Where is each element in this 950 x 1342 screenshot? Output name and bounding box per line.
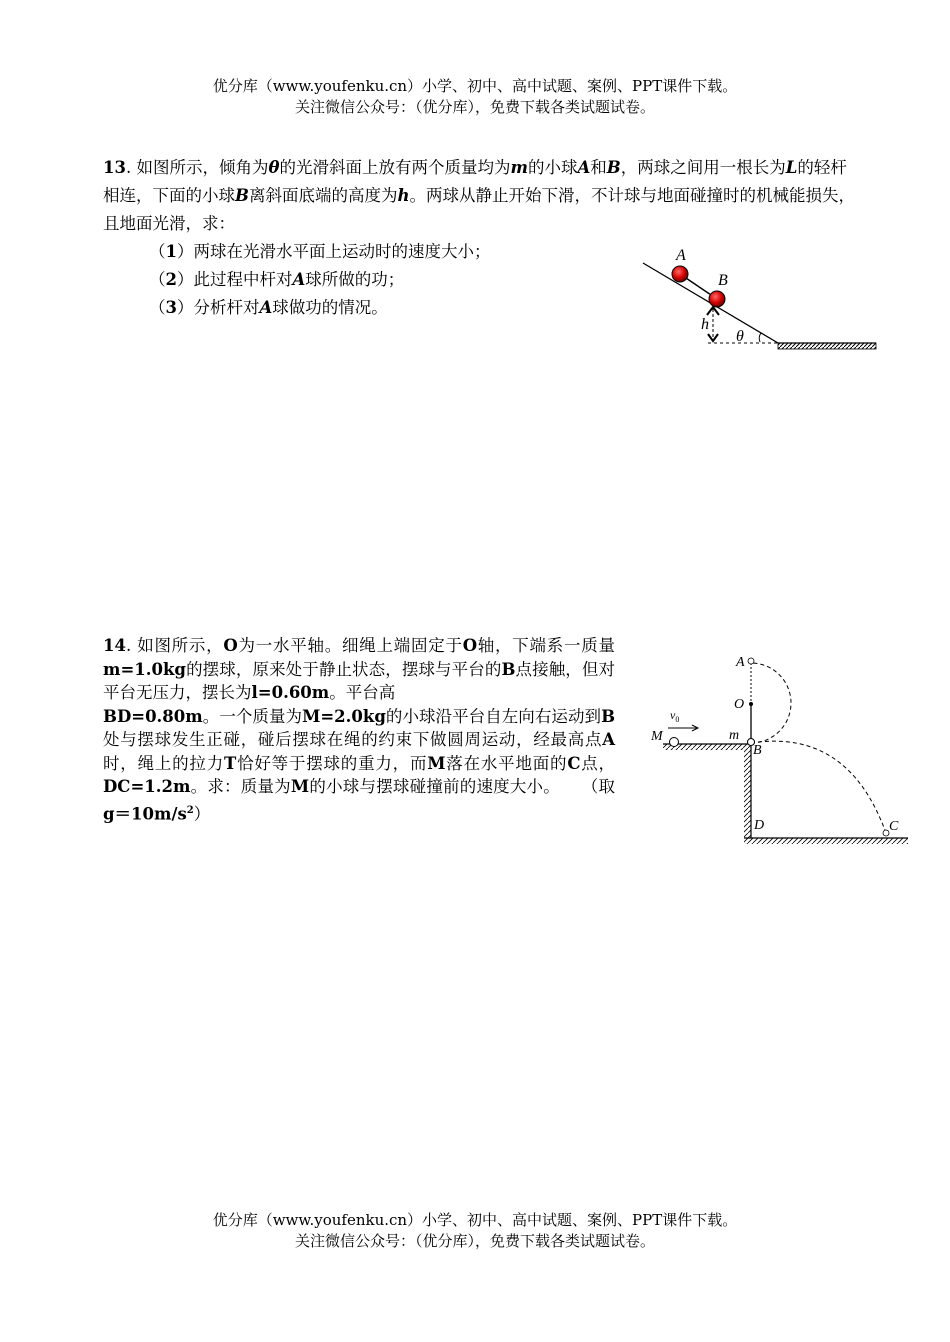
q13-text: 离斜面底端的高度为 (248, 186, 398, 205)
sub-text: ）此过程中杆对 (176, 270, 293, 289)
q13-text: 的小球 (527, 158, 578, 177)
wall-hatch (744, 750, 751, 838)
question-13-number: 13 (103, 158, 126, 177)
question-14 (103, 634, 615, 826)
question-13-stem (103, 154, 855, 238)
label-O: O (734, 697, 745, 712)
q14-bd-value: BD=0.80m (103, 706, 203, 726)
q14-text: 处与摆球发生正碰，碰后摆球在绳的约束下做圆周运动，经最高点 (103, 730, 603, 749)
q13-A: A (259, 298, 273, 317)
circular-path (751, 663, 791, 743)
paren: （ (149, 270, 166, 289)
q14-text: 点， (580, 753, 616, 773)
q14-m-value: m=1.0kg (103, 659, 186, 679)
q14-text: 。一个质量为 (202, 706, 303, 726)
q14-B: B (501, 659, 516, 679)
q14-M: M (427, 753, 446, 773)
label-v: v (670, 708, 676, 722)
q14-text: 。平台高 (329, 683, 396, 702)
q13-B: B (235, 186, 249, 205)
footer-line-2: 关注微信公众号：（优分库），免费下载各类试题试卷。 (294, 1232, 655, 1250)
ground-hatch (778, 343, 876, 349)
subquestion-1 (149, 238, 569, 266)
q14-text: 的小球与摆球碰撞前的速度大小。 (309, 777, 560, 796)
q14-O: O (462, 636, 478, 655)
q14-text: 时，绳上的拉力 (103, 753, 225, 773)
q13-text: ，两球之间用一根长为 (620, 158, 786, 177)
page-footer (0, 1210, 950, 1252)
label-v0 (670, 708, 679, 724)
label-B: B (753, 743, 762, 758)
q13-B: B (606, 158, 621, 177)
ball-B (709, 291, 725, 307)
question-13-subquestions (149, 238, 569, 322)
footer-line-1: 优分库（www.youfenku.cn）小学、初中、高中试题、案例、PPT课件下载。 (212, 1211, 738, 1229)
label-M: M (651, 729, 663, 744)
paren: （ (149, 242, 166, 261)
q14-B: B (601, 706, 616, 726)
sub-text: 球所做的功； (305, 270, 405, 289)
subquestion-3 (149, 294, 569, 322)
label-m: m (729, 728, 740, 743)
q14-l-value: l=0.60m (251, 683, 330, 702)
label-theta: θ (736, 328, 744, 345)
incline-figure (640, 243, 885, 355)
question-14-number: 14 (103, 636, 126, 655)
q14-text: （取 (581, 777, 616, 796)
header-line-2: 关注微信公众号：（优分库），免费下载各类试题试卷。 (294, 98, 655, 116)
sub-text: 球做功的情况。 (272, 298, 388, 317)
pendulum-figure (648, 648, 913, 848)
q14-text: 落在水平地面的 (445, 753, 568, 773)
q14-text: 为一水平轴。细绳上端固定于 (237, 636, 463, 655)
q14-g-exponent: 2 (186, 804, 194, 816)
q13-m: m (510, 158, 528, 177)
q13-text: 的光滑斜面上放有两个质量均为 (279, 158, 511, 177)
subquestion-2 (149, 266, 569, 294)
q14-text: 轴，下端系一质量 (477, 636, 615, 655)
ball-M (670, 738, 679, 747)
q13-A: A (292, 270, 306, 289)
sub-text: ）两球在光滑水平面上运动时的速度大小； (176, 242, 491, 261)
axis-O (749, 702, 753, 706)
q13-h: h (397, 186, 410, 205)
q13-text: 和 (590, 158, 607, 177)
label-h: h (701, 316, 709, 333)
q14-text: 。求：质量为 (190, 777, 291, 796)
q14-text: 恰好等于摆球的重力，而 (236, 753, 428, 773)
q14-M-value: M=2.0kg (302, 706, 386, 726)
label-C: C (889, 819, 899, 834)
sub-number: 3 (165, 298, 177, 317)
q13-A: A (577, 158, 591, 177)
q14-C: C (567, 753, 581, 773)
q14-text: . 如图所示， (125, 636, 224, 655)
ball-at-A (748, 658, 754, 664)
sub-number: 2 (165, 270, 177, 289)
label-D: D (754, 818, 765, 833)
header-line-1: 优分库（www.youfenku.cn）小学、初中、高中试题、案例、PPT课件下载。 (212, 77, 738, 95)
q14-O: O (223, 636, 238, 655)
q14-M: M (290, 777, 310, 796)
q14-dc-value: DC=1.2m (103, 777, 191, 796)
angle-arc (759, 333, 761, 342)
q13-text: . 如图所示，倾角为 (125, 158, 269, 177)
q14-text: ） (193, 804, 211, 823)
projectile-path (751, 741, 886, 833)
q14-text: 的小球沿平台自左向右运动到 (385, 706, 602, 726)
q14-text: 点接触，但对平台无压力，摆长为 (103, 659, 616, 702)
q14-A: A (602, 730, 615, 749)
q13-L: L (785, 158, 798, 177)
label-B: B (718, 272, 728, 289)
ball-A (672, 266, 688, 282)
q13-theta: θ (268, 158, 280, 177)
question-13 (103, 154, 855, 317)
sub-number: 1 (165, 242, 177, 261)
paren: （ (149, 298, 166, 317)
ground-hatch (744, 838, 908, 844)
q14-g-value: g＝10m/s (103, 804, 187, 823)
sub-text: ）分析杆对 (176, 298, 260, 317)
label-v-subscript: 0 (675, 715, 680, 724)
q13-text: 的轻杆相连，下面的小球 (103, 158, 847, 205)
q14-T: T (224, 753, 237, 773)
label-A: A (676, 247, 686, 264)
q14-text: 的摆球，原来处于静止状态，摆球与平台的 (185, 659, 502, 679)
page-header (0, 76, 950, 118)
label-A: A (736, 655, 745, 670)
q13-text: 。两球从静止开始下滑，不计球与地面碰撞时的机械能损失，且地面光滑，求： (103, 186, 855, 233)
